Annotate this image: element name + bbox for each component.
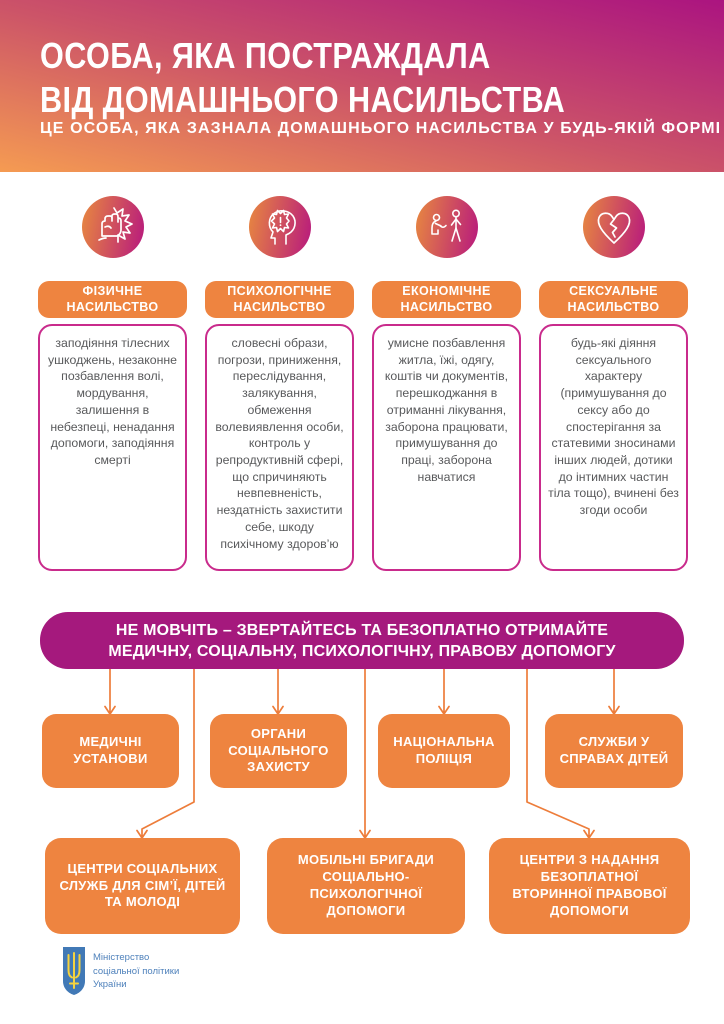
service-box-police [378,714,510,788]
arrow-to-children-services [609,669,619,714]
service-label: ОРГАНИ СОЦІАЛЬНОГО ЗАХИСТУ [228,725,329,775]
service-box-social-centres [45,838,240,934]
page-title-line2: ВІД ДОМАШНЬОГО НАСИЛЬСТВА [40,79,566,120]
service-box-legal-aid [489,838,690,934]
service-label: НАЦІОНАЛЬНА ПОЛІЦІЯ [393,734,495,766]
service-label: ЦЕНТРИ СОЦІАЛЬНИХ СЛУЖБ ДЛЯ СІМ’Ї, ДІТЕЙ ТА МОЛОДІ [59,860,226,910]
service-label: МОБІЛЬНІ БРИГАДИ СОЦІАЛЬНО-ПСИХОЛОГІЧНОЇ ДОПОМОГИ [297,852,435,918]
cta-banner [40,612,684,669]
arrow-to-social-protection [273,669,283,714]
ministry-trident-icon [62,946,86,996]
type-title-physical: ФІЗИЧНЕ НАСИЛЬСТВО [38,281,187,318]
page-title [40,34,565,122]
ministry-name [93,951,179,992]
service-label: ЦЕНТРИ З НАДАННЯ БЕЗОПЛАТНОЇ ВТОРИННОЇ ПРАВОВОЇ ДОПОМОГИ [512,852,667,918]
head-burst-icon [249,196,311,258]
service-label: СЛУЖБИ У СПРАВАХ ДІТЕЙ [559,734,669,766]
service-box-medical [42,714,179,788]
type-title-economic: ЕКОНОМІЧНЕ НАСИЛЬСТВО [372,281,521,318]
ministry-name-line2: соціальної політики [93,965,180,977]
arrow-to-mobile-brigades [360,669,370,838]
type-description-economic: умисне позбавлення житла, їжі, одягу, коштів чи документів, перешкоджання в отриманні лікування, заборона працювати, примушування до праці, заборона навчатися [372,324,521,571]
type-description-psychological: словесні образи, погрози, приниження, переслідування, залякування, обмеження волевиявлення особи, контроль у репродуктивній сфері, що спричиняють невпевненість, нездатність захистити себе, шкоду психічному здоров’ю [205,324,354,571]
type-description-physical: заподіяння тілесних ушкоджень, незаконне позбавлення волі, мордування, залишення в небезпеці, ненадання допомоги, заподіяння смерті [38,324,187,571]
page-title-line1: ОСОБА, ЯКА ПОСТРАЖДАЛА [40,35,491,76]
fist-icon [82,196,144,258]
cta-line1: НЕ МОВЧІТЬ – ЗВЕРТАЙТЕСЬ ТА БЕЗОПЛАТНО ОТРИМАЙТЕ [115,621,609,639]
ministry-name-line3: України [93,979,127,990]
type-title-psychological: ПСИХОЛОГІЧНЕ НАСИЛЬСТВО [205,281,354,318]
header-banner [0,0,724,172]
service-box-mobile-brigades [267,838,465,934]
type-title-sexual: СЕКСУАЛЬНЕ НАСИЛЬСТВО [539,281,688,318]
page-subtitle: ЦЕ ОСОБА, ЯКА ЗАЗНАЛА ДОМАШНЬОГО НАСИЛЬСТВА У БУДЬ-ЯКІЙ ФОРМІ [40,120,722,137]
arrow-to-medical [105,669,115,714]
type-description-sexual: будь-які діяння сексуального характеру (примушування до сексу або до спостерігання за статевими зносинами інших людей, дотики до інтимних частин тіла тощо), вчинені без згоди особи [539,324,688,571]
broken-heart-icon [583,196,645,258]
ministry-name-line1: Міністерство [93,952,150,963]
service-box-social-protection [210,714,347,788]
cta-line2: МЕДИЧНУ, СОЦІАЛЬНУ, ПСИХОЛОГІЧНУ, ПРАВОВУ ДОПОМОГУ [108,642,616,660]
service-label: МЕДИЧНІ УСТАНОВИ [73,734,148,766]
economic-abuse-icon [416,196,478,258]
service-box-children-services [545,714,683,788]
arrow-to-police [439,669,449,714]
